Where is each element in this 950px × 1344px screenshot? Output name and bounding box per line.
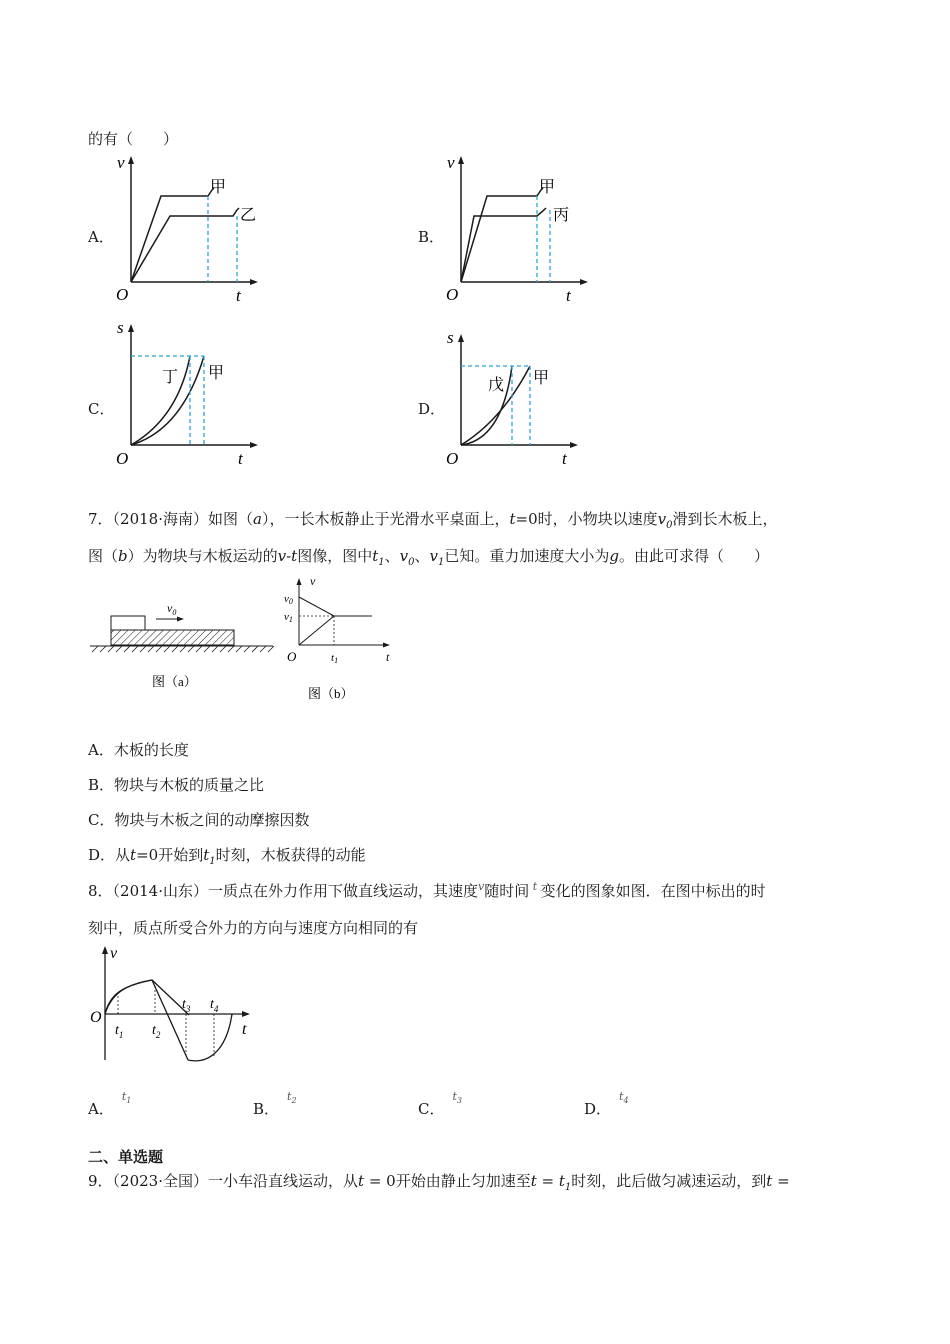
q7-line2: 图（b）为物块与木板运动的v-t图像，图中$t_1$、$v_0$、$v_1$已知。重力加速度大小为g。由此可求得（ ） [88,547,770,568]
q9-line1: 9．（2023·全国）一小车沿直线运动，从t = 0开始由静止匀加速至$t = t_1$时刻，此后做匀减速运动，到t = [88,1172,790,1193]
axis-label-s: s [447,328,454,347]
axis-label-t: t [238,449,243,468]
q6-option-c-graph [110,318,270,473]
curve-jia [131,188,214,282]
q6-option-d-graph [440,328,600,473]
board [111,630,234,645]
axis-label-t: t [236,286,241,305]
axis-label-v: v [117,153,125,172]
axis-label-t: t [562,449,567,468]
q7-figure-b [280,572,400,707]
axis-v: v [110,945,118,962]
t3-label: $t_3$ [182,997,191,1014]
curve-label-jia: 甲 [208,365,225,382]
q6-option-b-label[interactable]: B． [418,228,445,246]
v0-label: $v_0$ [167,601,177,617]
y-axis-arrow [128,156,134,164]
origin-label: O [116,449,129,468]
q6-option-d-label[interactable]: D． [418,400,446,418]
curve-yi [131,208,239,282]
t1-label: $t_1$ [115,1023,124,1040]
origin-label: O [446,285,459,304]
curve-jia [461,188,543,282]
q6-option-a-label[interactable]: A． [88,228,114,246]
origin: O [90,1009,102,1026]
t4-label: $t_4$ [210,997,219,1014]
t1-tick: t1 [331,652,339,665]
origin-label: O [116,285,129,304]
q6-option-c-label[interactable]: C． [88,400,115,418]
q6-option-a-graph [110,150,270,305]
q8-option-c[interactable]: C．$^{t_3}$ [418,1090,462,1118]
section-title: 二、单选题 [88,1148,164,1166]
caption-a: 图（a） [152,674,197,689]
axis-label-t: t [566,286,571,305]
curve-label-jia: 甲 [533,370,550,387]
curve-label-bing: 丙 [553,207,570,224]
q7-option-d[interactable]: D．从t=0开始到$t_1$时刻，木板获得的动能 [88,846,366,867]
q7-figure-a [88,592,288,702]
axis-t: t [242,1021,247,1038]
q7-option-a[interactable]: A．木板的长度 [88,741,189,759]
t2-label: $t_2$ [152,1023,161,1040]
v0-tick: v0 [284,593,293,606]
q8-figure [88,942,268,1067]
q8-option-b[interactable]: B．$^{t_2}$ [253,1090,297,1118]
block [111,616,145,630]
q8-line1: 8．（2014·山东）一质点在外力作用下做直线运动，其速度$^v$随时间 $^t$ 变化的图象如图．在图中标出的时 [88,880,766,900]
curve-ding [131,356,190,445]
axis-v: v [310,574,316,588]
axis-t: t [386,650,390,664]
q6-option-b-graph [440,150,600,305]
axis-label-v: v [447,153,455,172]
q6-tail: 的有（ ） [88,130,179,148]
curve-label-ding: 丁 [162,369,179,386]
curve-label-jia: 甲 [210,179,227,196]
origin-label: O [446,449,459,468]
q7-line1: 7．（2018·海南）如图（a），一长木板静止于光滑水平桌面上，t=0时，小物块以速度$v_0$滑到长木板上， [88,510,778,531]
curve-label-jia: 甲 [539,179,556,196]
curve-label-wu: 戊 [488,377,505,394]
caption-b: 图（b） [308,686,354,701]
curve-label-yi: 乙 [240,207,257,224]
x-axis-arrow [250,279,258,285]
block-line [299,597,372,616]
curve-bing [461,208,546,282]
axis-label-s: s [117,318,124,337]
q7-option-c[interactable]: C．物块与木板之间的动摩擦因数 [88,811,310,829]
origin: O [287,649,297,664]
q8-option-a[interactable]: A．$^{t_1}$ [88,1090,132,1118]
q7-option-b[interactable]: B．物块与木板的质量之比 [88,776,265,794]
v1-tick: v1 [284,611,293,624]
q8-option-d[interactable]: D．$^{t_4}$ [584,1090,629,1118]
q8-line2: 刻中，质点所受合外力的方向与速度方向相同的有 [88,919,419,937]
board-line [299,616,334,645]
